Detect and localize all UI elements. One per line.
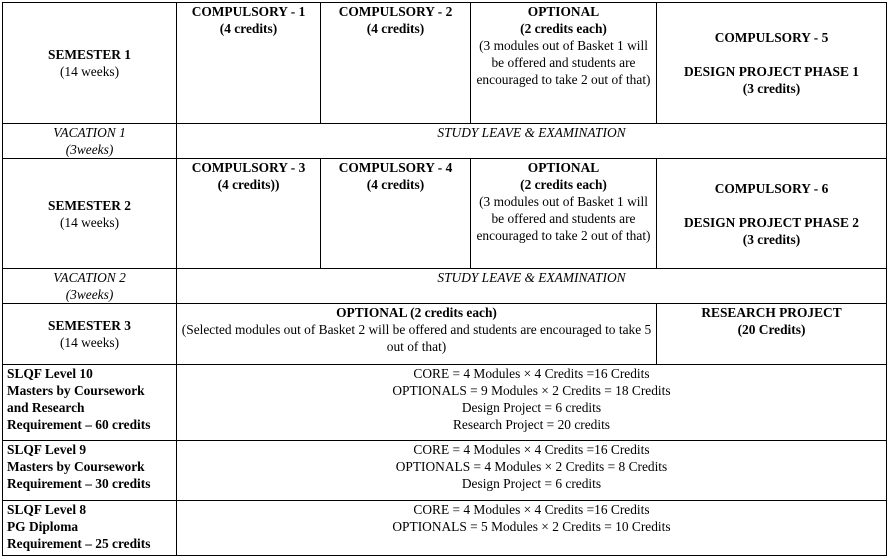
credit-line: CORE = 4 Modules × 4 Credits =16 Credits [413,442,650,457]
credit-line: CORE = 4 Modules × 4 Credits =16 Credits [413,502,650,517]
compulsory-5-title: COMPULSORY - 5 [714,30,829,45]
semester-1-label: SEMESTER 1 [48,47,131,62]
slqf-level-8-name-1: PG Diploma [7,519,79,534]
slqf-level-10-title: SLQF Level 10 [7,366,93,381]
vacation-1-cell [3,124,177,159]
research-project-title: RESEARCH PROJECT [701,305,842,320]
vacation-2-row [3,269,887,304]
compulsory-3-credits: (4 credits)) [217,177,280,192]
research-project-cell [657,304,887,365]
vacation-2-cell [3,269,177,304]
semester-1-row [3,3,887,124]
compulsory-6-cell [657,159,887,269]
credit-line: OPTIONALS = 4 Modules × 2 Credits = 8 Credits [395,459,668,474]
semester-3-cell [3,304,177,365]
semester-2-cell [3,159,177,269]
semester-1-optional-credits: (2 credits each) [520,21,607,36]
compulsory-1-title: COMPULSORY - 1 [191,4,306,19]
slqf-level-9-row [3,441,887,501]
slqf-level-9-title: SLQF Level 9 [7,442,87,457]
slqf-level-8-row [3,501,887,556]
research-project-credits: (20 Credits) [737,322,806,337]
semester-2-optional-cell [471,159,657,269]
programme-structure [2,2,887,556]
compulsory-6-credits: (3 credits) [742,231,801,247]
slqf-level-8-breakdown [177,501,887,556]
credit-line: Design Project = 6 credits [461,476,602,491]
credit-line: Research Project = 20 credits [452,417,611,432]
semester-1-optional-cell [471,3,657,124]
slqf-level-10-name-1: Masters by Coursework [7,383,145,398]
semester-2-row [3,159,887,269]
compulsory-4-credits: (4 credits) [366,177,425,192]
semester-2-duration: (14 weeks) [59,214,120,230]
semester-2-label: SEMESTER 2 [48,197,131,213]
compulsory-1-cell [177,3,321,124]
compulsory-2-credits: (4 credits) [366,21,425,36]
vacation-1-duration: (3weeks) [65,142,114,157]
compulsory-5-credits: (3 credits) [742,81,801,96]
compulsory-2-cell [321,3,471,124]
compulsory-5-cell [657,3,887,124]
compulsory-6-title: COMPULSORY - 6 [714,180,829,196]
semester-1-cell [3,3,177,124]
semester-2-optional-note: (3 modules out of Basket 1 will be offered and students are encouraged to take 2 out of that) [476,194,651,243]
semester-2-optional-credits: (2 credits each) [520,177,607,192]
credit-line: OPTIONALS = 9 Modules × 2 Credits = 18 Credits [392,383,671,398]
slqf-level-9-name-1: Masters by Coursework [7,459,145,474]
semester-1-optional-title: OPTIONAL [527,4,600,19]
credit-line: Design Project = 6 credits [461,400,602,415]
slqf-level-9-cell [3,441,177,501]
semester-3-duration: (14 weeks) [59,335,120,350]
credit-line: CORE = 4 Modules × 4 Credits =16 Credits [413,366,650,381]
slqf-level-8-cell [3,501,177,556]
vacation-2-activity: STUDY LEAVE & EXAMINATION [177,269,887,304]
slqf-level-10-name-2: and Research [7,400,85,415]
design-project-phase-1: DESIGN PROJECT PHASE 1 [684,64,859,79]
semester-3-optional-cell [177,304,657,365]
vacation-1-row [3,124,887,159]
slqf-level-10-breakdown [177,365,887,441]
vacation-1-label: VACATION 1 [53,125,126,140]
compulsory-1-credits: (4 credits) [219,21,278,36]
programme-structure-table [2,2,887,556]
compulsory-3-title: COMPULSORY - 3 [191,160,306,175]
compulsory-3-cell [177,159,321,269]
credit-line: OPTIONALS = 5 Modules × 2 Credits = 10 Credits [392,519,671,534]
semester-1-optional-note: (3 modules out of Basket 1 will be offered and students are encouraged to take 2 out of that) [476,38,651,87]
semester-3-optional-title: OPTIONAL (2 credits each) [336,305,497,320]
semester-1-duration: (14 weeks) [59,64,120,79]
slqf-level-9-breakdown [177,441,887,501]
semester-2-optional-title: OPTIONAL [527,160,600,175]
slqf-level-9-requirement: Requirement – 30 credits [7,476,151,491]
compulsory-2-title: COMPULSORY - 2 [338,4,453,19]
slqf-level-10-row [3,365,887,441]
vacation-1-activity: STUDY LEAVE & EXAMINATION [177,124,887,159]
slqf-level-8-title: SLQF Level 8 [7,502,87,517]
vacation-2-duration: (3weeks) [65,287,114,302]
semester-3-optional-note: (Selected modules out of Basket 2 will be offered and students are encouraged to take 5 out of that) [181,322,652,354]
design-project-phase-2: DESIGN PROJECT PHASE 2 [684,214,859,230]
slqf-level-8-requirement: Requirement – 25 credits [7,536,151,551]
compulsory-4-cell [321,159,471,269]
slqf-level-10-cell [3,365,177,441]
slqf-level-10-requirement: Requirement – 60 credits [7,417,151,432]
semester-3-label: SEMESTER 3 [48,318,131,333]
vacation-2-label: VACATION 2 [53,270,126,285]
semester-3-row [3,304,887,365]
compulsory-4-title: COMPULSORY - 4 [338,160,453,175]
